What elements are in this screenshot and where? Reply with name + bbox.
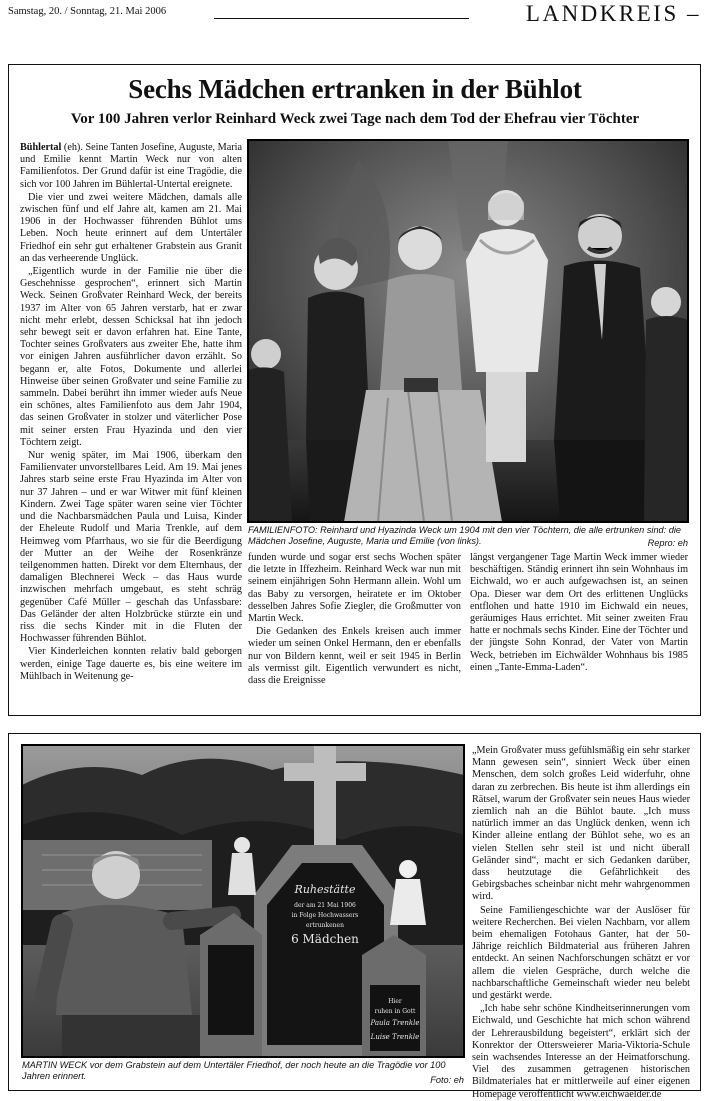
family-photo-caption: FAMILIENFOTO: Reinhard und Hyazinda Weck um 1904 mit den vier Töchtern, die alle ertrunken sind: die Mädchen Josefine, Auguste, Maria und Emilie (von links). Repro: eh [248, 525, 688, 548]
gravestone-line: 6 Mädchen [291, 932, 359, 946]
article-column-1 [20, 142, 242, 712]
paragraph: Nur wenig später, im Mai 1906, überkam den Familienvater unvorstellbares Leid. Am 19. Mai jenes Jahres starb seine erste Frau Hyazinda im Alter von nur 37 Jahren – und er war Witwer mit fünf kleinen Kindern. Zwei Tage später waren seine vier Töchter und die Nachbarsmädchen Paula und Luisa, Kinder der Eheleute Rudolf und Maria Trenkle, auf dem Heimweg vom Pfarrhaus, wo sie für die Beerdigung der Mutter an der Weihe der Rosenkränze teilgenommen hatten. Direkt vor dem Elternhaus, der damaligen Blechnerei Weck – das Haus wurde inzwischen mehrfach umgebaut, es steht schräg gegenüber Café Müller – geschah das Unfassbare: Das Geländer der alten Holzbrücke stürzte ein und riss die sechs Kinder mit in die Fluten der Hochwasser führenden Bühlot. [20, 450, 242, 645]
header-rule [214, 18, 469, 19]
paragraph: „Eigentlich wurde in der Familie nie über die Geschehnisse gesprochen“, erinnert sich Martin Weck. Seinen Großvater Reinhard Weck, der bereits 1937 im Alter von 65 Jahren verstarb, hat er zwar nicht mehr erlebt, dessen Schicksal hat ihn jedoch sehr bewegt seit er davon erfahren hat. Eine Tante, Tochter seines Großvaters aus zweiter Ehe, hatte ihm vor einigen Jahren ausführlicher davon erzählt. So begann er, alte Fotos, Dokumente und allerlei Hinweise über seinen Großvater und seine Familie zu sammeln. Dabei berührt ihn immer wieder aufs Neue ein schönes, altes Familienfoto aus dem Jahr 1904, das seinen Großvater in stolzer und väterlicher Pose mit seiner ersten Frau Hyazinda und den vier Töchtern zeigt. [20, 266, 242, 448]
gravestone-photo [22, 745, 464, 1057]
paragraph: Die Gedanken des Enkels kreisen auch immer wieder um seinen Onkel Hermann, den er ebenfalls nur von Bildern kennt, weil er seit 1945 in Berlin als vermisst gilt. Eigentlich verwundert es nicht, dass die Ereignisse [248, 626, 461, 687]
paragraph: „Mein Großvater muss gefühlsmäßig ein sehr starker Mann gewesen sein“, sinniert Weck über einen Menschen, dem solch großes Leid widerfuhr, ohne daran zu zerbrechen. Bis heute ist ihm allerdings ein Rätsel, warum der Großvater sein neues Haus wieder ziemlich nah an die Bühlot baute. „Ich muss natürlich immer an das Unglück denken, wenn ich Kinder alleine entlang der Bühlot sehe, wo es an vielen Stellen sehr steil ist und nicht überall Geländer sind“, macht er sich Gedanken darüber, dass heutzutage die Gefährlichkeit des Gebirgsbaches scheinbar nicht mehr wahrgenommen wird. [472, 745, 690, 903]
caption-lead: FAMILIENFOTO: [248, 525, 318, 535]
dateline: Bühlertal [20, 142, 62, 153]
family-photo-image [248, 140, 688, 522]
paragraph: längst vergangener Tage Martin Weck immer wieder beschäftigen. Ständig erinnert ihn sein Wohnhaus im Eichwald, wo er auch aufgewachsen ist, an seinen Opa. Dieser war dem Ort des erlittenen Unglücks entflohen und hatte 1910 im Eichwald ein neues, geräumiges Haus errichtet. Mit seiner zweiten Frau hatte er nochmals sechs Kinder. Eine der Töchter und der jüngste Sohn Konrad, der Vater von Martin Weck, betrieben im Eichwälder Wohnhaus bis 1985 einen „Tante-Emma-Laden“. [470, 552, 688, 673]
article-column-2 [248, 552, 461, 712]
photo-credit: Repro: eh [647, 538, 688, 548]
running-head [8, 1, 701, 26]
gravestone-photo-caption: MARTIN WECK vor dem Grabstein auf dem Untertäler Friedhof, der noch heute an die Tragödie vor 100 Jahren erinnert. Foto: eh [22, 1060, 464, 1085]
gravestone-line: Paula Trenkle [370, 1019, 420, 1027]
caption-lead: MARTIN WECK [22, 1060, 88, 1070]
gravestone-photo-image [22, 745, 464, 1057]
paragraph: Bühlertal (eh). Seine Tanten Josefine, Auguste, Maria und Emilie kennt Martin Weck nur von alten Familienfotos. Der Grund dafür ist eine Tragödie, die sich vor 100 Jahren im Bühlertal-Untertal ereignete. [20, 142, 243, 190]
gravestone-line: Ruhestätte [294, 883, 356, 896]
issue-date: Samstag, 20. / Sonntag, 21. Mai 2006 [8, 6, 167, 17]
paragraph: Vier Kinderleichen konnten relativ bald geborgen werden, einige Tage dauerte es, bis eine weitere im Mühlbach in Weitenung ge- [20, 646, 242, 682]
gravestone-line: ertrunkenen [306, 922, 344, 929]
photo-credit: Foto: eh [430, 1075, 464, 1085]
gravestone-line: Luise Trenkle [370, 1033, 420, 1041]
headline: Sechs Mädchen ertranken in der Bühlot [128, 74, 582, 104]
gravestone-line: der am 21 Mai 1906 [294, 902, 356, 909]
gravestone-line: in Folge Hochwassers [291, 912, 359, 919]
subheadline: Vor 100 Jahren verlor Reinhard Weck zwei Tage nach dem Tod der Ehefrau vier Töchter [70, 111, 640, 127]
section-title: LANDKREIS – [525, 1, 701, 26]
gravestone-line: Hier [388, 998, 402, 1005]
gravestone-line: ruhen in Gott [374, 1008, 416, 1015]
article-column-4 [472, 745, 690, 1100]
paragraph: Seine Familiengeschichte war der Auslöser für weitere Recherchen. Bei vielen Nachbarn, vor allem beim ehemaligen Fotohaus Ganter, hat der 50-Jährige reichlich Bildmaterial aus früheren Jahren entdeckt. An seinen Nachforschungen schätzt er vor allem die vielen Gespräche, durch welche die nachbarschaftliche Gemeinschaft wieder neu belebt und gestärkt werde. [472, 904, 690, 1002]
paragraph: „Ich habe sehr schöne Kindheitserinnerungen vom Eichwald, und Geschichte hat mich schon während der Lehrerausbildung begeistert“, erklärt sich der Konrektor der Ottersweierer Maria-Viktoria-Schule sein wachsendes Interesse an der Heimatforschung. Viel des zusammen getragenen historischen Bildmateriales hat er mittlerweile auf einer eigenen Homepage veröffentlicht www.eichwaelder.de [472, 1003, 690, 1100]
paragraph: funden wurde und sogar erst sechs Wochen später die letzte in Iffezheim. Reinhard Weck war nun mit seinem einjährigen Sohn Hermann allein. Wohl um das Baby zu versorgen, heiratete er im Oktober desselben Jahres Sofie Ziegler, die Großmutter von Martin Weck. [248, 552, 461, 625]
article-column-3 [470, 552, 688, 712]
paragraph: Die vier und zwei weitere Mädchen, damals alle zwischen fünf und elf Jahre alt, kamen am 21. Mai 1906 in der Hochwasser führenden Bühlot ums Leben. Noch heute erinnert auf dem Untertäler Friedhof ein sehr gut erhaltener Grabstein aus Granit an das verheerende Unglück. [20, 191, 242, 264]
family-photo [248, 140, 688, 522]
